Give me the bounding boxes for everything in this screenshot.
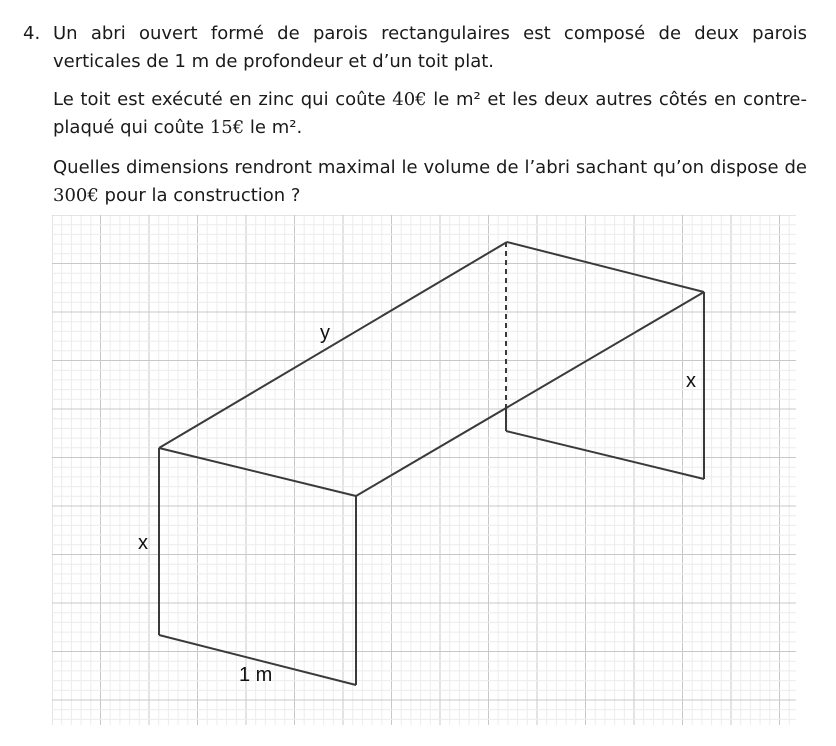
label-front-height: x [138,532,148,554]
math-amount: 300€ [53,185,99,206]
label-roof-length: y [320,322,330,344]
label-back-height: x [686,370,696,392]
problem-paragraph-3: Quelles dimensions rendront maximal le volume de l’abri sachant qu’on dispose de 300€ pour la construction ? [53,157,807,206]
problem-paragraph-2: Le toit est exécuté en zinc qui coûte 40€ le m² et les deux autres côtés en contre-plaqué qui coûte 15€ le m². [53,89,807,138]
label-depth: 1 m [239,664,273,686]
shelter-drawing [159,242,704,685]
problem-paragraph-1: Un abri ouvert formé de parois rectangulaires est composé de deux parois verticales de 1 m de profondeur et d’un toit plat. [53,23,807,72]
roof-front-edge [159,448,356,496]
math-amount: 40€ [392,89,427,110]
problem-number: 4. [23,23,41,44]
shelter-diagram [52,215,796,725]
shelter-figure [52,215,796,725]
math-amount: 15€ [209,117,245,138]
